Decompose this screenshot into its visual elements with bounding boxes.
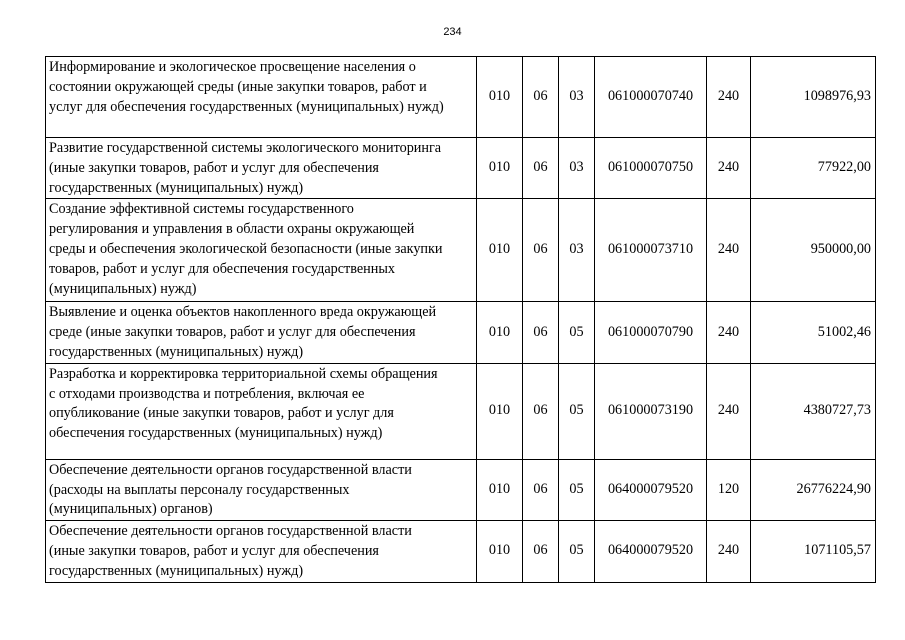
section-code: 06: [523, 459, 559, 520]
section-code: 06: [523, 138, 559, 199]
subsection-code: 03: [559, 199, 595, 302]
subsection-code: 05: [559, 363, 595, 459]
ministry-code: 010: [477, 521, 523, 582]
expense-type-code: 240: [707, 302, 751, 363]
budget-table: [45, 56, 876, 583]
table-row: [46, 521, 876, 582]
amount-cell: 4380727,73: [751, 363, 876, 459]
section-code: 06: [523, 521, 559, 582]
amount-cell: 1071105,57: [751, 521, 876, 582]
expense-type-code: 240: [707, 521, 751, 582]
ministry-code: 010: [477, 199, 523, 302]
amount-cell: 26776224,90: [751, 459, 876, 520]
row-description: Создание эффективной системы государственного регулирования и управления в области охраны окружающей среды и обеспечения экологической безопасности (иные закупки товаров, работ и услуг для обеспечения государственных (муниципальных) нужд): [46, 199, 477, 302]
row-description: Информирование и экологическое просвещение населения о состоянии окружающей среды (иные закупки товаров, работ и услуг для обеспечения государственных (муниципальных) нужд): [46, 57, 477, 138]
row-description: Обеспечение деятельности органов государственной власти (иные закупки товаров, работ и услуг для обеспечения государственных (муниципальных) нужд): [46, 521, 477, 582]
target-item-code: 064000079520: [595, 521, 707, 582]
subsection-code: 05: [559, 302, 595, 363]
expense-type-code: 240: [707, 57, 751, 138]
page-number: 234: [443, 26, 462, 38]
section-code: 06: [523, 57, 559, 138]
target-item-code: 061000070740: [595, 57, 707, 138]
section-code: 06: [523, 199, 559, 302]
target-item-code: 061000073190: [595, 363, 707, 459]
amount-cell: 77922,00: [751, 138, 876, 199]
row-description: Разработка и корректировка территориальной схемы обращения с отходами производства и потребления, включая ее опубликование (иные закупки товаров, работ и услуг для обеспечения государственных (муниципальных) нужд): [46, 363, 477, 459]
table-row: [46, 459, 876, 520]
section-code: 06: [523, 363, 559, 459]
ministry-code: 010: [477, 459, 523, 520]
target-item-code: 061000070750: [595, 138, 707, 199]
row-description: Развитие государственной системы экологического мониторинга (иные закупки товаров, работ и услуг для обеспечения государственных (муниципальных) нужд): [46, 138, 477, 199]
subsection-code: 03: [559, 138, 595, 199]
target-item-code: 064000079520: [595, 459, 707, 520]
subsection-code: 03: [559, 57, 595, 138]
amount-cell: 950000,00: [751, 199, 876, 302]
amount-cell: 1098976,93: [751, 57, 876, 138]
ministry-code: 010: [477, 302, 523, 363]
expense-type-code: 240: [707, 199, 751, 302]
ministry-code: 010: [477, 363, 523, 459]
ministry-code: 010: [477, 138, 523, 199]
table-row: [46, 138, 876, 199]
row-description: Обеспечение деятельности органов государственной власти (расходы на выплаты персоналу государственных (муниципальных) органов): [46, 459, 477, 520]
table-row: [46, 199, 876, 302]
amount-cell: 51002,46: [751, 302, 876, 363]
table-row: [46, 363, 876, 459]
target-item-code: 061000073710: [595, 199, 707, 302]
expense-type-code: 240: [707, 138, 751, 199]
target-item-code: 061000070790: [595, 302, 707, 363]
table-row: [46, 302, 876, 363]
ministry-code: 010: [477, 57, 523, 138]
expense-type-code: 240: [707, 363, 751, 459]
subsection-code: 05: [559, 459, 595, 520]
section-code: 06: [523, 302, 559, 363]
subsection-code: 05: [559, 521, 595, 582]
expense-type-code: 120: [707, 459, 751, 520]
table-row: [46, 57, 876, 138]
row-description: Выявление и оценка объектов накопленного вреда окружающей среде (иные закупки товаров, работ и услуг для обеспечения государственных (муниципальных) нужд): [46, 302, 477, 363]
